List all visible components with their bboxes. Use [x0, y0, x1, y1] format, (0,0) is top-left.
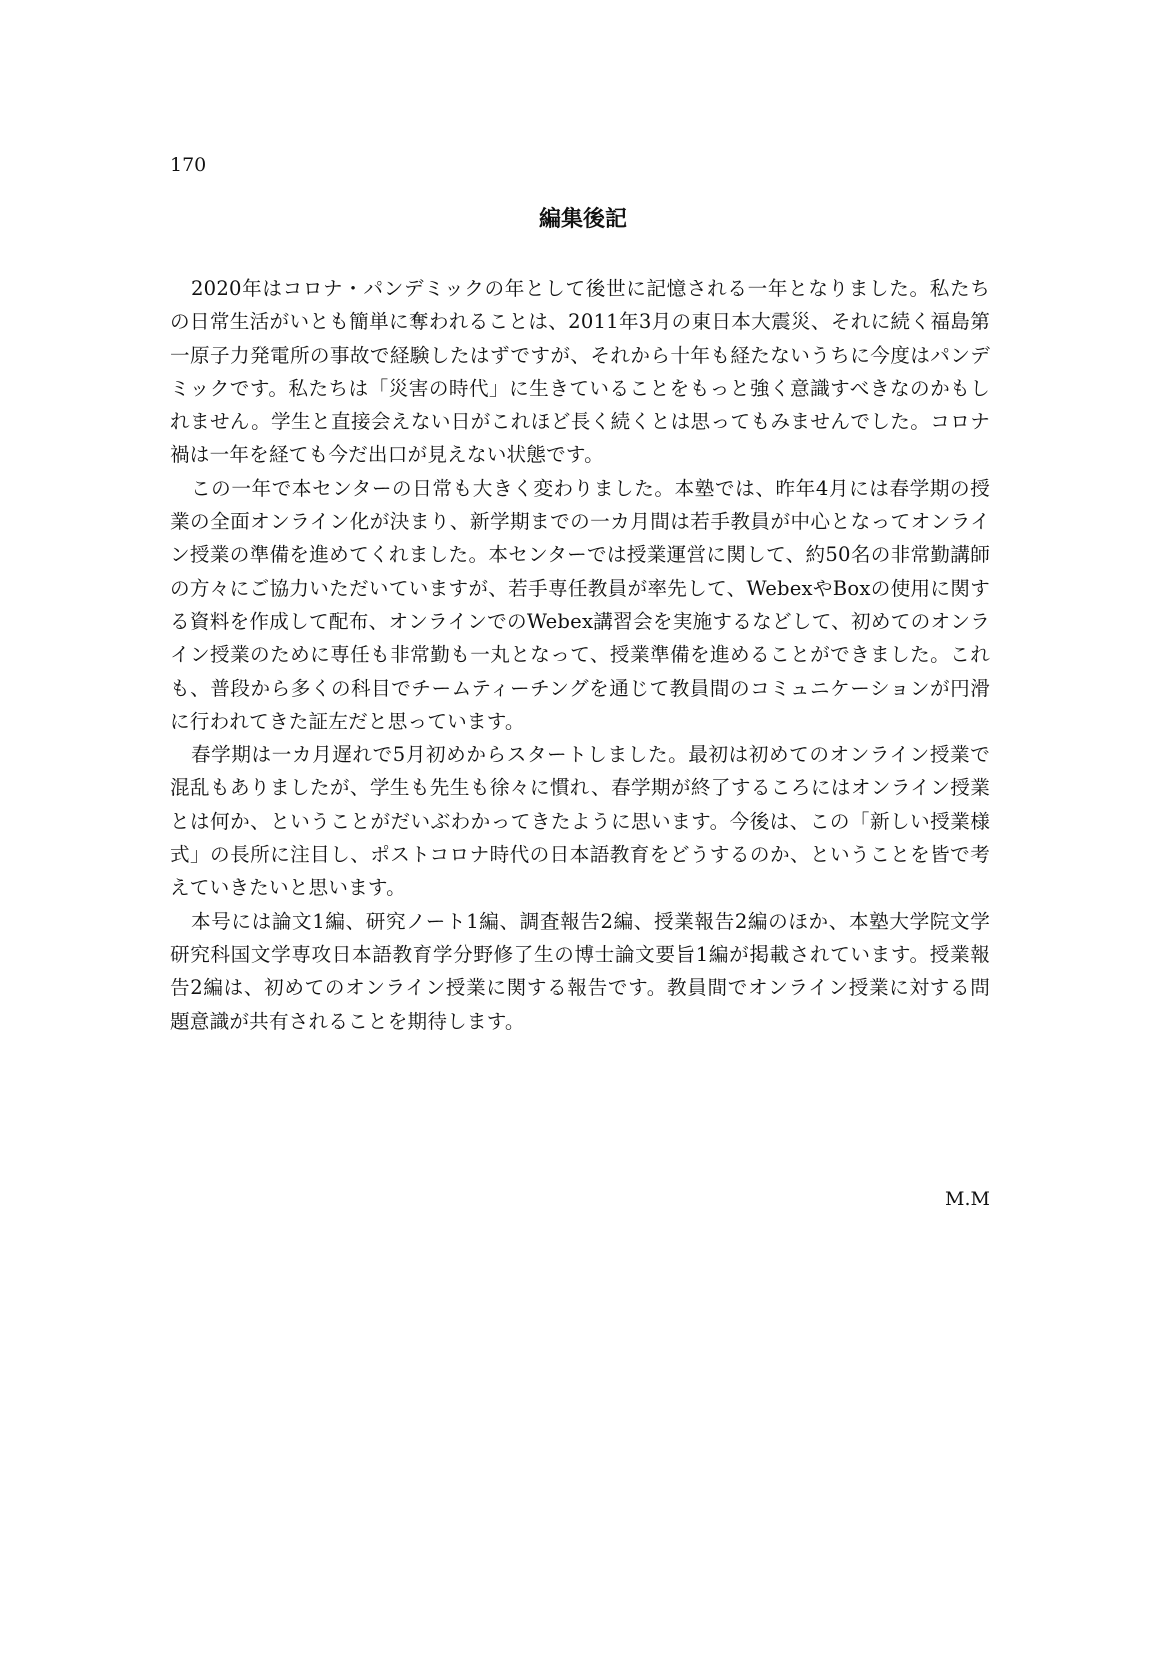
paragraph-2: この一年で本センターの日常も大きく変わりました。本塾では、昨年4月には春学期の授業の全面オンライン化が決まり、新学期までの一カ月間は若手教員が中心となってオンライン授業の準備を進めてくれました。本センターでは授業運営に関して、約50名の非常勤講師の方々にご協力いただいていますが、若手専任教員が率先して、WebexやBoxの使用に関する資料を作成して配布、オンラインでのWebex講習会を実施するなどして、初めてのオンライン授業のために専任も非常勤も一丸となって、授業準備を進めることができました。これも、普段から多くの科目でチームティーチングを通じて教員間のコミュニケーションが円滑に行われてきた証左だと思っています。	[170, 476, 990, 733]
paragraph-1: 2020年はコロナ・パンデミックの年として後世に記憶される一年となりました。私たちの日常生活がいとも簡単に奪われることは、2011年3月の東日本大震災、それに続く福島第一原子力発電所の事故で経験したはずですが、それから十年も経たないうちに今度はパンデミックです。私たちは「災害の時代」に生きていることをもっと強く意識すべきなのかもしれません。学生と直接会えない日がこれほど長く続くとは思ってもみませんでした。コロナ禍は一年を経ても今だ出口が見えない状態です。	[170, 277, 990, 467]
page-number: 170	[170, 154, 207, 176]
paragraph-3: 春学期は一カ月遅れで5月初めからスタートしました。最初は初めてのオンライン授業で混乱もありましたが、学生も先生も徐々に慣れ、春学期が終了するころにはオンライン授業とは何か、ということがだいぶわかってきたように思います。今後は、この「新しい授業様式」の長所に注目し、ポストコロナ時代の日本語教育をどうするのか、ということを皆で考えていきたいと思います。	[170, 743, 990, 900]
article-body	[170, 272, 990, 1038]
page-title: 編集後記	[538, 207, 627, 232]
author-signature: M.M	[945, 1188, 990, 1210]
paragraph-4: 本号には論文1編、研究ノート1編、調査報告2編、授業報告2編のほか、本塾大学院文学研究科国文学専攻日本語教育学分野修了生の博士論文要旨1編が掲載されています。授業報告2編は、初めてのオンライン授業に関する報告です。教員間でオンライン授業に対する問題意識が共有されることを期待します。	[170, 909, 990, 1033]
